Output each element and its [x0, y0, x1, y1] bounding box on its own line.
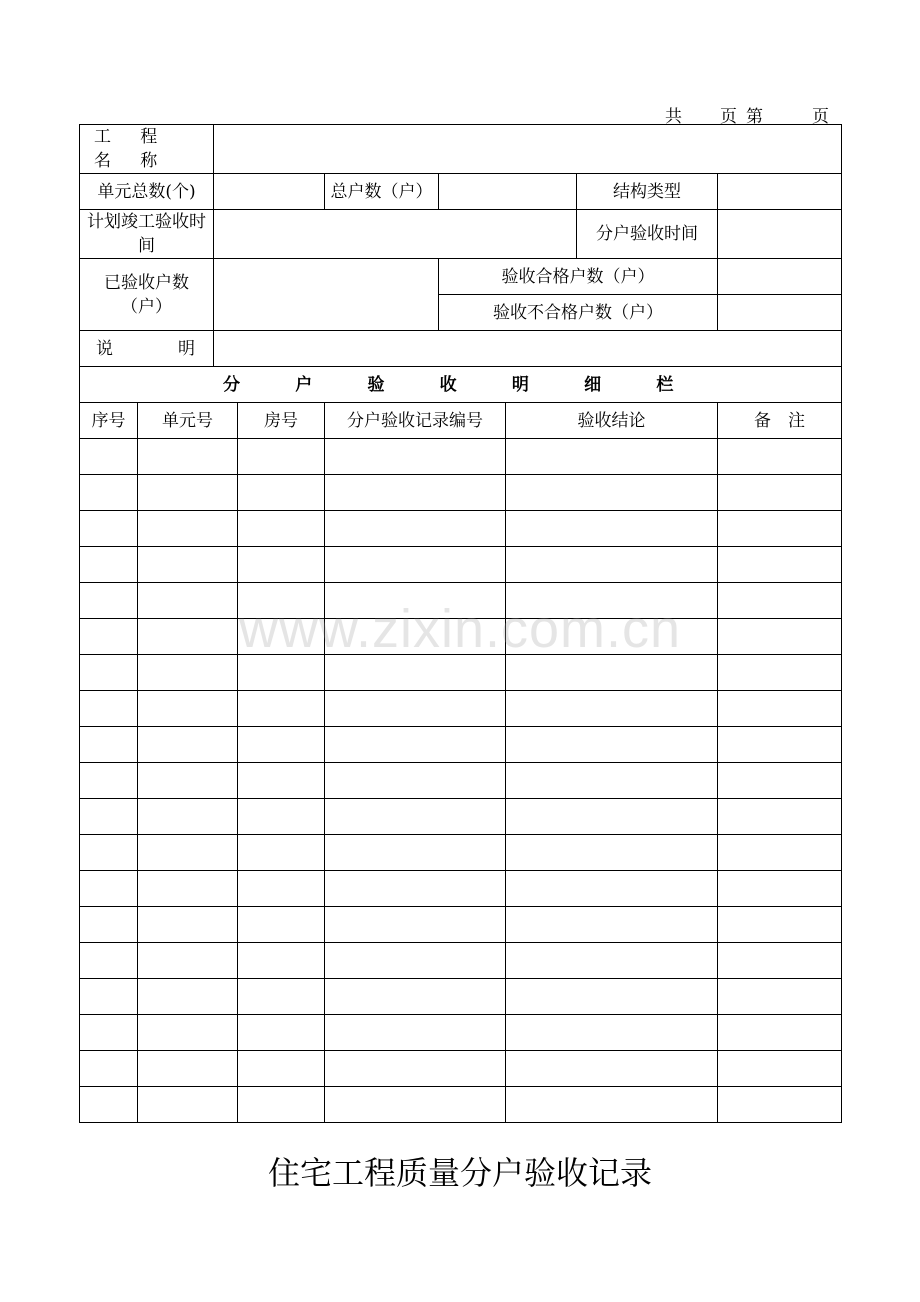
cell-conclusion[interactable]: [506, 1087, 718, 1123]
cell-conclusion[interactable]: [506, 943, 718, 979]
cell-remarks[interactable]: [718, 907, 842, 943]
cell-conclusion[interactable]: [506, 799, 718, 835]
cell-remarks[interactable]: [718, 655, 842, 691]
cell-conclusion[interactable]: [506, 763, 718, 799]
cell-seq[interactable]: [80, 691, 138, 727]
cell-remarks[interactable]: [718, 871, 842, 907]
cell-seq[interactable]: [80, 1087, 138, 1123]
cell-record-no[interactable]: [325, 511, 506, 547]
cell-unit[interactable]: [138, 547, 238, 583]
cell-record-no[interactable]: [325, 655, 506, 691]
household-acceptance-time-label: 分户验收时间: [577, 210, 718, 259]
cell-seq[interactable]: [80, 475, 138, 511]
cell-record-no[interactable]: [325, 943, 506, 979]
cell-unit[interactable]: [138, 1087, 238, 1123]
table-row: [80, 1015, 842, 1051]
cell-seq[interactable]: [80, 763, 138, 799]
cell-conclusion[interactable]: [506, 475, 718, 511]
cell-remarks[interactable]: [718, 547, 842, 583]
cell-remarks[interactable]: [718, 691, 842, 727]
cell-unit[interactable]: [138, 799, 238, 835]
col-header-room: 房号: [238, 403, 325, 439]
cell-conclusion[interactable]: [506, 979, 718, 1015]
table-row: [80, 907, 842, 943]
cell-record-no[interactable]: [325, 907, 506, 943]
row-unit-info: [80, 174, 842, 210]
cell-remarks[interactable]: [718, 799, 842, 835]
cell-conclusion[interactable]: [506, 871, 718, 907]
cell-record-no[interactable]: [325, 547, 506, 583]
cell-unit[interactable]: [138, 439, 238, 475]
cell-remarks[interactable]: [718, 727, 842, 763]
col-header-conclusion: 验收结论: [506, 403, 718, 439]
cell-seq[interactable]: [80, 439, 138, 475]
cell-remarks[interactable]: [718, 979, 842, 1015]
col-header-record-no: 分户验收记录编号: [325, 403, 506, 439]
cell-room[interactable]: [238, 763, 325, 799]
table-row: [80, 943, 842, 979]
cell-seq[interactable]: [80, 511, 138, 547]
cell-conclusion[interactable]: [506, 655, 718, 691]
cell-record-no[interactable]: [325, 439, 506, 475]
cell-conclusion[interactable]: [506, 727, 718, 763]
page-counter: [80, 100, 840, 127]
cell-remarks[interactable]: [718, 619, 842, 655]
cell-seq[interactable]: [80, 907, 138, 943]
row-column-headers: [80, 403, 842, 439]
cell-room[interactable]: [238, 583, 325, 619]
cell-remarks[interactable]: [718, 835, 842, 871]
cell-seq[interactable]: [80, 979, 138, 1015]
watermark: www.zixin.com.cn: [238, 599, 682, 659]
table-row: [80, 979, 842, 1015]
table-row: [80, 583, 842, 619]
table-row: [80, 475, 842, 511]
cell-remarks[interactable]: [718, 583, 842, 619]
table-row: [80, 547, 842, 583]
household-total-label: 总户数（户）: [325, 174, 439, 210]
cell-room[interactable]: [238, 1015, 325, 1051]
cell-conclusion[interactable]: [506, 1015, 718, 1051]
cell-conclusion[interactable]: [506, 907, 718, 943]
acceptance-form-table: [79, 124, 842, 1123]
cell-unit[interactable]: [138, 655, 238, 691]
cell-room[interactable]: [238, 547, 325, 583]
cell-conclusion[interactable]: [506, 583, 718, 619]
cell-unit[interactable]: [138, 583, 238, 619]
cell-room[interactable]: [238, 655, 325, 691]
cell-record-no[interactable]: [325, 1051, 506, 1087]
qualified-field[interactable]: [718, 259, 842, 295]
cell-remarks[interactable]: [718, 943, 842, 979]
cell-seq[interactable]: [80, 547, 138, 583]
cell-conclusion[interactable]: [506, 1051, 718, 1087]
col-header-unit: 单元号: [138, 403, 238, 439]
cell-seq[interactable]: [80, 799, 138, 835]
note-label-part-2: 明: [178, 338, 196, 359]
cell-unit[interactable]: [138, 727, 238, 763]
table-row: [80, 655, 842, 691]
cell-remarks[interactable]: [718, 1051, 842, 1087]
cell-unit[interactable]: [138, 907, 238, 943]
unit-count-field[interactable]: [214, 174, 325, 210]
cell-unit[interactable]: [138, 619, 238, 655]
cell-unit[interactable]: [138, 835, 238, 871]
cell-remarks[interactable]: [718, 1087, 842, 1123]
table-row: [80, 511, 842, 547]
note-field[interactable]: [214, 331, 842, 367]
table-row: [80, 439, 842, 475]
cell-conclusion[interactable]: [506, 619, 718, 655]
cell-seq[interactable]: [80, 1015, 138, 1051]
cell-seq[interactable]: [80, 655, 138, 691]
cell-record-no[interactable]: [325, 583, 506, 619]
table-row: [80, 691, 842, 727]
cell-record-no[interactable]: [325, 979, 506, 1015]
pager-total: 共: [665, 107, 682, 127]
unit-count-label: 单元总数(个): [80, 174, 214, 210]
cell-remarks[interactable]: [718, 439, 842, 475]
table-row: [80, 835, 842, 871]
cell-room[interactable]: [238, 943, 325, 979]
household-acceptance-time-field[interactable]: [718, 210, 842, 259]
cell-seq[interactable]: [80, 835, 138, 871]
cell-unit[interactable]: [138, 475, 238, 511]
cell-record-no[interactable]: [325, 835, 506, 871]
section-title: 分 户 验 收 明 细 栏: [80, 367, 842, 403]
structure-type-field[interactable]: [718, 174, 842, 210]
cell-record-no[interactable]: [325, 1015, 506, 1051]
cell-record-no[interactable]: [325, 691, 506, 727]
cell-room[interactable]: [238, 907, 325, 943]
cell-room[interactable]: [238, 1087, 325, 1123]
table-row: [80, 1087, 842, 1123]
cell-unit[interactable]: [138, 1015, 238, 1051]
table-row: [80, 1051, 842, 1087]
accepted-households-field[interactable]: [214, 259, 439, 331]
project-name-label: 工 程 名 称: [80, 125, 214, 174]
cell-unit[interactable]: [138, 943, 238, 979]
row-project-name: [80, 125, 842, 174]
cell-record-no[interactable]: [325, 763, 506, 799]
cell-conclusion[interactable]: [506, 835, 718, 871]
household-total-field[interactable]: [439, 174, 577, 210]
cell-record-no[interactable]: [325, 619, 506, 655]
cell-seq[interactable]: [80, 727, 138, 763]
cell-room[interactable]: [238, 619, 325, 655]
cell-room[interactable]: [238, 439, 325, 475]
cell-room[interactable]: [238, 727, 325, 763]
planned-completion-label: 计划竣工验收时间: [80, 210, 214, 259]
cell-room[interactable]: [238, 871, 325, 907]
cell-seq[interactable]: [80, 583, 138, 619]
qualified-label: 验收合格户数（户）: [439, 259, 718, 295]
structure-type-label: 结构类型: [577, 174, 718, 210]
document-title: 住宅工程质量分户验收记录: [267, 1154, 652, 1192]
col-header-remarks: 备 注: [718, 403, 842, 439]
row-section-title: [80, 367, 842, 403]
pager-page-unit-2: 页: [812, 107, 829, 127]
table-row: [80, 871, 842, 907]
row-accepted-1: [80, 259, 842, 295]
cell-remarks[interactable]: [718, 1015, 842, 1051]
cell-room[interactable]: [238, 835, 325, 871]
cell-unit[interactable]: [138, 1051, 238, 1087]
table-row: [80, 727, 842, 763]
cell-room[interactable]: [238, 979, 325, 1015]
table-row: [80, 799, 842, 835]
cell-conclusion[interactable]: [506, 547, 718, 583]
cell-seq[interactable]: [80, 1051, 138, 1087]
cell-room[interactable]: [238, 511, 325, 547]
cell-seq[interactable]: [80, 619, 138, 655]
cell-room[interactable]: [238, 691, 325, 727]
cell-record-no[interactable]: [325, 871, 506, 907]
cell-remarks[interactable]: [718, 763, 842, 799]
cell-unit[interactable]: [138, 763, 238, 799]
cell-record-no[interactable]: [325, 1087, 506, 1123]
col-header-seq: 序号: [80, 403, 138, 439]
cell-remarks[interactable]: [718, 475, 842, 511]
cell-unit[interactable]: [138, 871, 238, 907]
accepted-households-label: 已验收户数（户）: [80, 259, 214, 331]
cell-room[interactable]: [238, 1051, 325, 1087]
cell-unit[interactable]: [138, 511, 238, 547]
cell-seq[interactable]: [80, 871, 138, 907]
table-row: [80, 763, 842, 799]
cell-record-no[interactable]: [325, 727, 506, 763]
cell-conclusion[interactable]: [506, 511, 718, 547]
row-dates: [80, 210, 842, 259]
cell-record-no[interactable]: [325, 475, 506, 511]
cell-conclusion[interactable]: [506, 439, 718, 475]
cell-conclusion[interactable]: [506, 691, 718, 727]
table-row: [80, 619, 842, 655]
cell-room[interactable]: [238, 475, 325, 511]
row-note: [80, 331, 842, 367]
planned-completion-field[interactable]: [214, 210, 577, 259]
unqualified-label: 验收不合格户数（户）: [439, 295, 718, 331]
pager-page-unit: 页: [720, 107, 737, 127]
note-label: [80, 331, 214, 367]
cell-record-no[interactable]: [325, 799, 506, 835]
pager-nth: 第: [746, 107, 763, 127]
cell-unit[interactable]: [138, 979, 238, 1015]
cell-unit[interactable]: [138, 691, 238, 727]
note-label-part-1: 说: [96, 338, 113, 359]
project-name-field[interactable]: [214, 125, 842, 174]
cell-room[interactable]: [238, 799, 325, 835]
cell-seq[interactable]: [80, 943, 138, 979]
cell-remarks[interactable]: [718, 511, 842, 547]
unqualified-field[interactable]: [718, 295, 842, 331]
